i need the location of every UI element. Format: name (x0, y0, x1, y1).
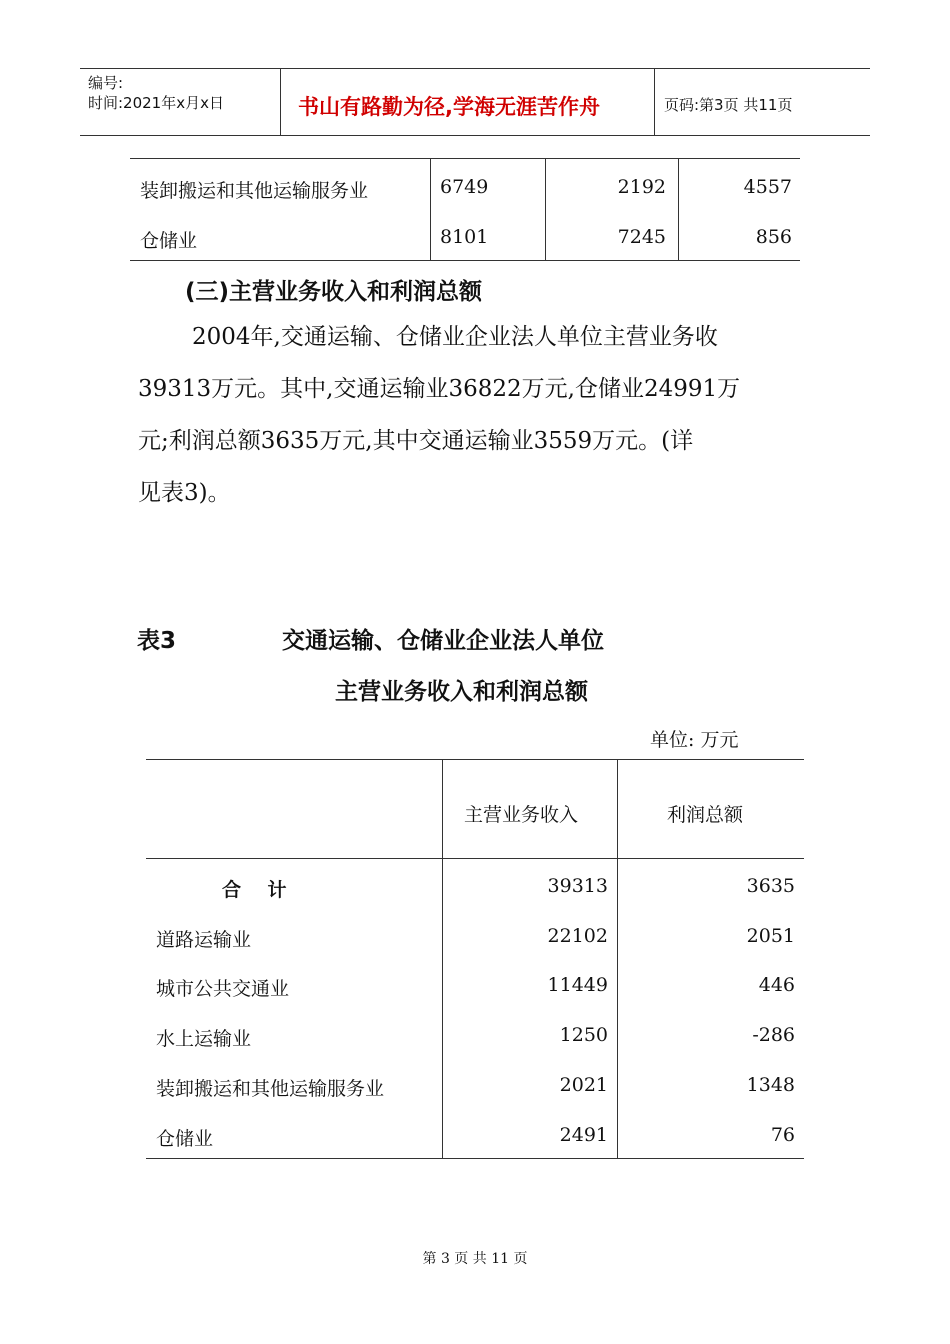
table-col-divider (617, 759, 618, 1158)
table-cell: -286 (752, 1024, 795, 1046)
table-cell: 8101 (440, 226, 489, 248)
table-cell: 2192 (617, 176, 666, 198)
table-row-label: 道路运输业 (156, 929, 252, 951)
table-cell: 22102 (547, 925, 608, 947)
table-subtitle: 主营业务收入和利润总额 (335, 679, 588, 705)
header-page-info: 页码:第3页 共11页 (664, 96, 793, 114)
header-divider (280, 68, 281, 135)
doc-code-label: 编号: (88, 74, 124, 92)
header-top-rule (80, 68, 870, 69)
table-cell: 3635 (746, 875, 795, 897)
total-label: 合 计 (222, 879, 287, 901)
table-cell: 76 (770, 1124, 795, 1146)
table-cell: 4557 (743, 176, 792, 198)
table-row-label: 水上运输业 (156, 1028, 252, 1050)
table-top-rule (146, 759, 804, 760)
table-col-divider (545, 158, 546, 260)
table-row-label: 城市公共交通业 (156, 978, 290, 1000)
paragraph-line: 元;利润总额3635万元,其中交通运输业3559万元。(详 (138, 428, 694, 454)
table-header-rule (146, 858, 804, 859)
table-bottom-rule (146, 1158, 804, 1159)
table-cell: 446 (758, 974, 795, 996)
table-cell: 2021 (559, 1074, 608, 1096)
paragraph-line: 2004年,交通运输、仓储业企业法人单位主营业务收 (192, 324, 718, 350)
table-cell: 1348 (746, 1074, 795, 1096)
doc-time-label: 时间:2021年x月x日 (88, 94, 224, 112)
column-header: 利润总额 (667, 804, 744, 826)
table-cell: 7245 (617, 226, 666, 248)
table-row-label: 仓储业 (156, 1128, 214, 1150)
table-unit: 单位: 万元 (650, 729, 739, 751)
table-cell: 6749 (440, 176, 489, 198)
table-title: 交通运输、仓储业企业法人单位 (282, 628, 604, 654)
section-heading: (三)主营业务收入和利润总额 (185, 279, 483, 305)
table-row-label: 装卸搬运和其他运输服务业 (140, 180, 369, 202)
table-cell: 2491 (559, 1124, 608, 1146)
table-cell: 2051 (746, 925, 795, 947)
header-motto: 书山有路勤为径,学海无涯苦作舟 (298, 95, 600, 119)
table-cell: 39313 (547, 875, 608, 897)
table-top-rule (130, 158, 800, 159)
table-cell: 856 (755, 226, 792, 248)
header-bottom-rule (80, 135, 870, 136)
paragraph-line: 39313万元。其中,交通运输业36822万元,仓储业24991万 (138, 376, 741, 402)
table-row-label: 仓储业 (140, 230, 198, 252)
page-footer: 第 3 页 共 11 页 (422, 1251, 528, 1267)
table-col-divider (678, 158, 679, 260)
table-col-divider (430, 158, 431, 260)
column-header: 主营业务收入 (464, 804, 579, 826)
header-divider (654, 68, 655, 135)
table-row-label: 装卸搬运和其他运输服务业 (156, 1078, 385, 1100)
table-bottom-rule (130, 260, 800, 261)
table-cell: 11449 (547, 974, 608, 996)
paragraph-line: 见表3)。 (138, 480, 231, 506)
table-col-divider (442, 759, 443, 1158)
table-label: 表3 (137, 628, 177, 654)
table-cell: 1250 (559, 1024, 608, 1046)
